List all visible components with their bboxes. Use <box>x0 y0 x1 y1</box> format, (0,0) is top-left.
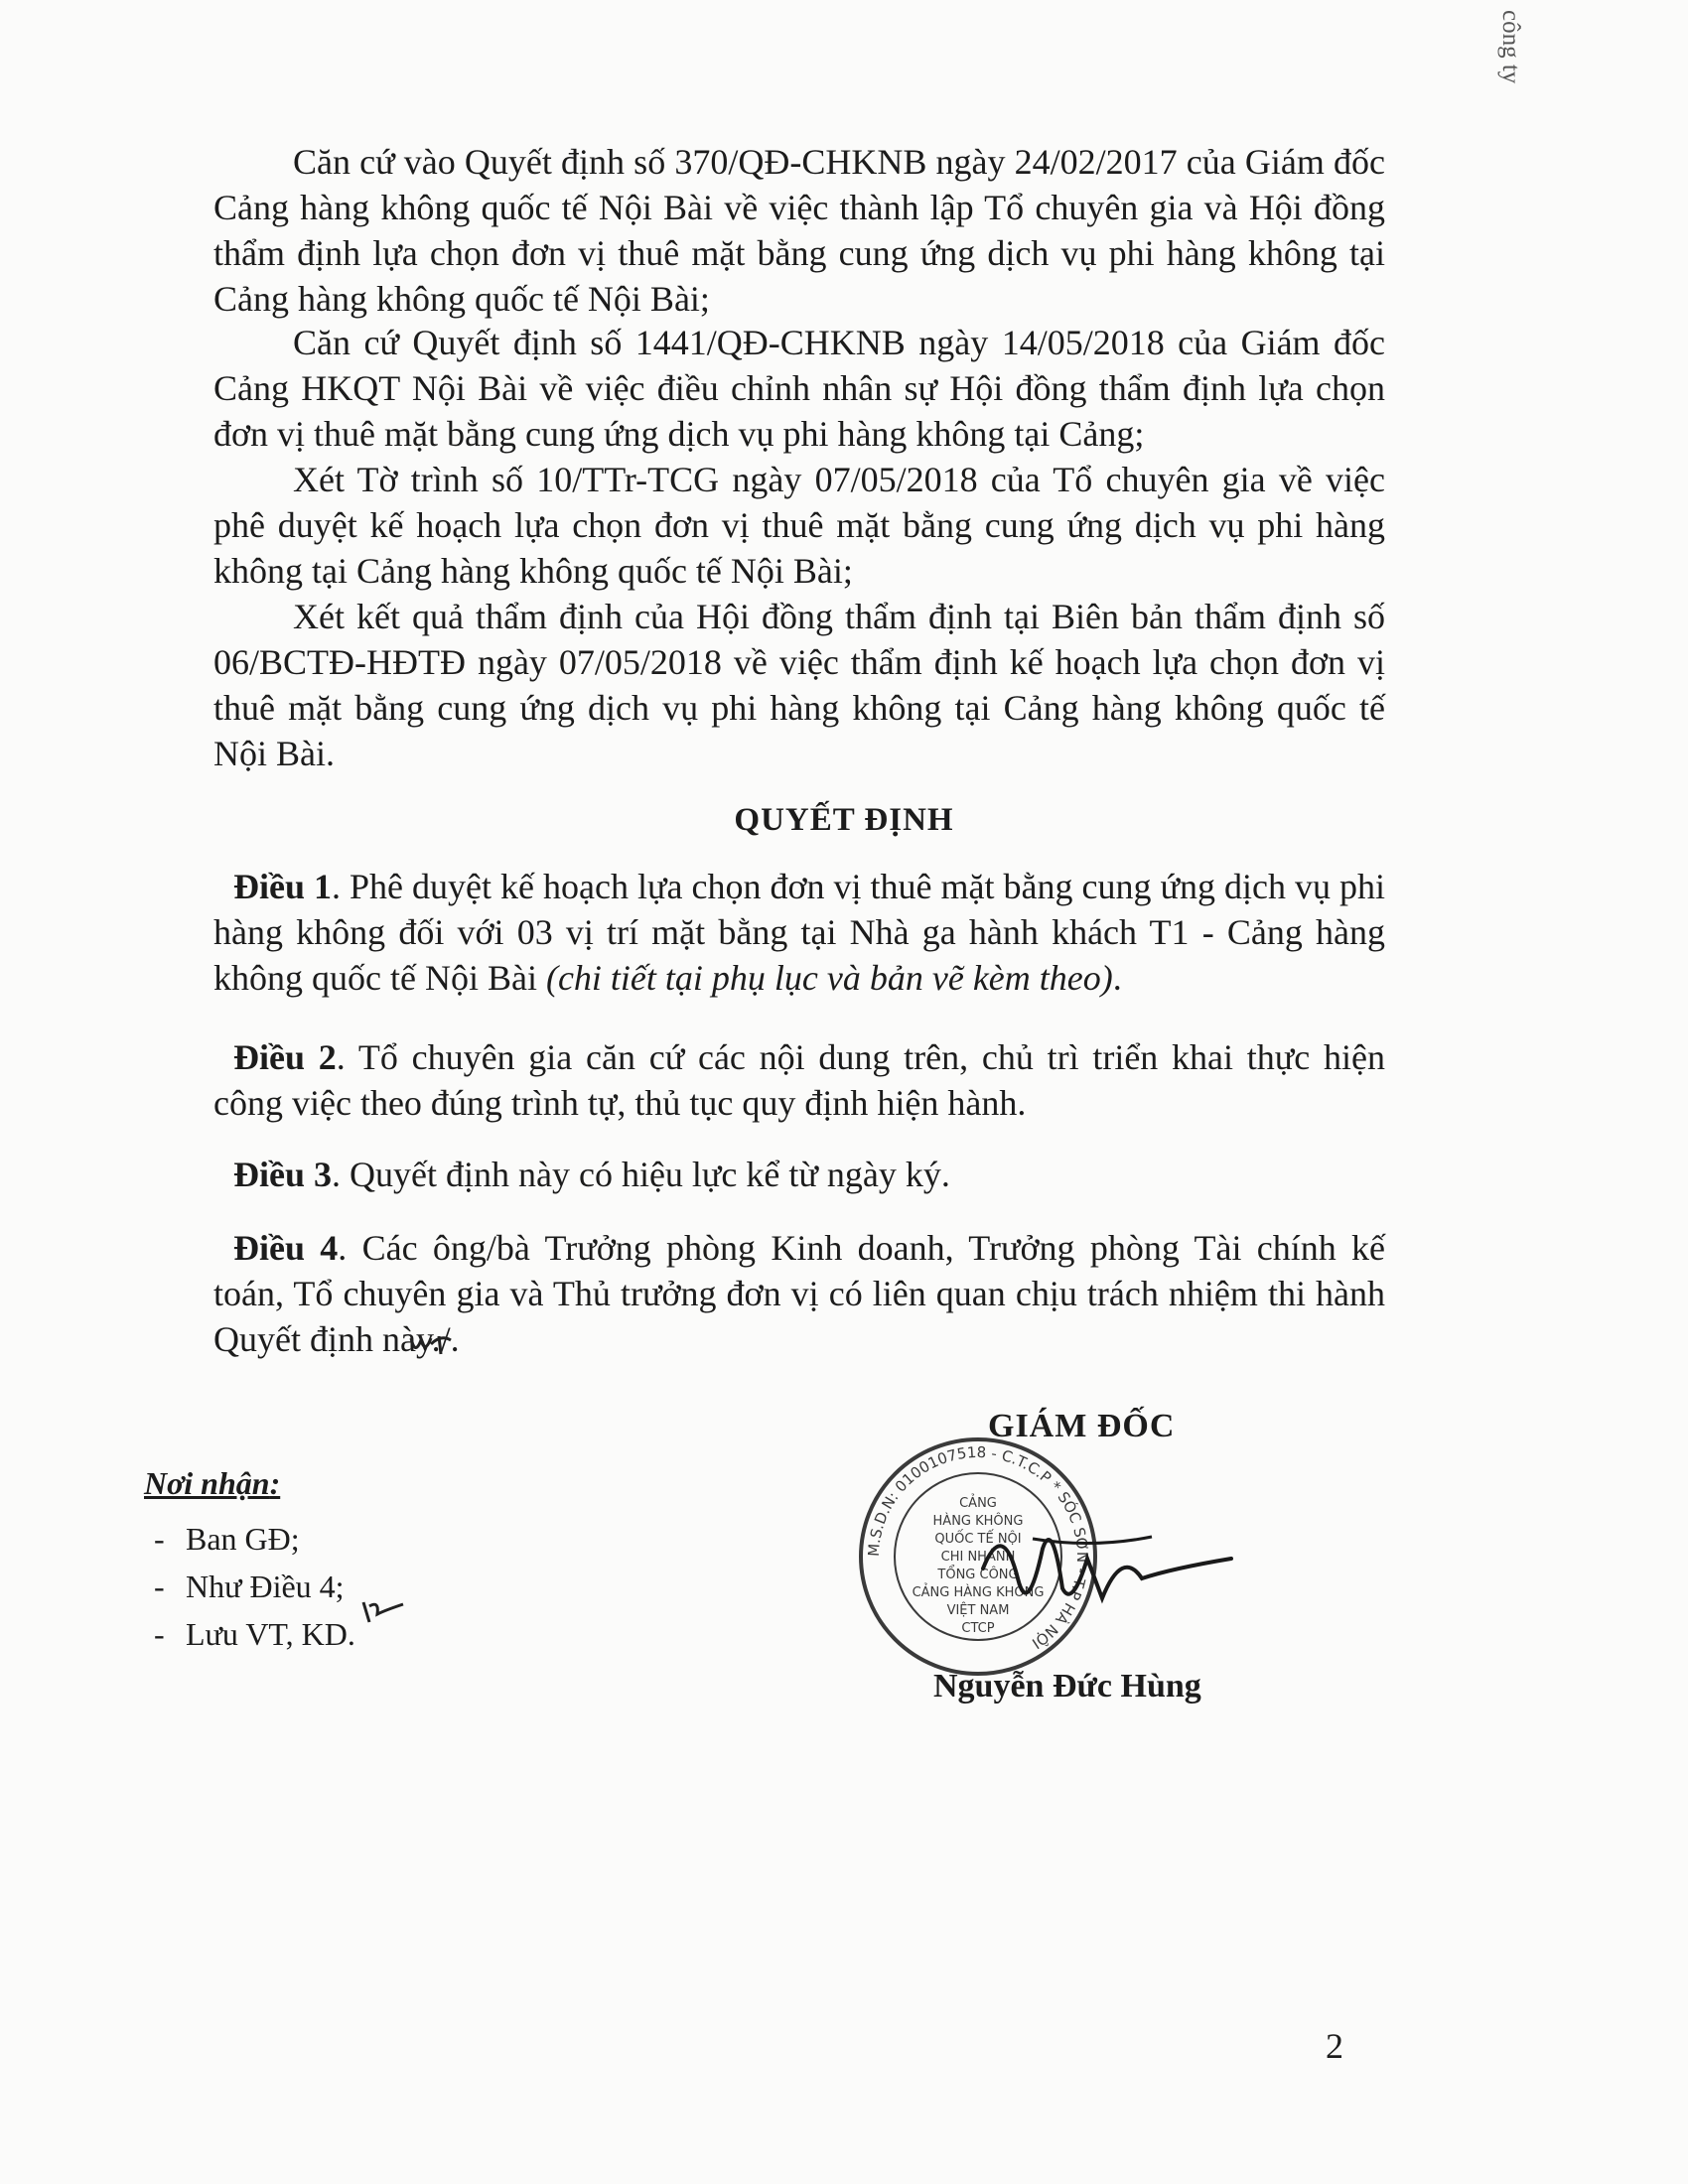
margin-note: công ty <box>1497 10 1524 84</box>
article-3-label: Điều 3 <box>233 1155 332 1194</box>
decision-heading: QUYẾT ĐỊNH <box>734 802 954 838</box>
seal-ring-text: M.S.D.N: 0100107518 - C.T.C.P * SÓC SƠN - T.P HÀ NỘI <box>864 1442 1092 1653</box>
article-4-text: . Các ông/bà Trưởng phòng Kinh doanh, Trưởng phòng Tài chính kế toán, Tổ chuyên gia và Thủ trưởng đơn vị có liên quan chịu trách nhiệm thi hành Quyết định này./. <box>213 1228 1385 1359</box>
recipient-item: - Như Điều 4; <box>144 1563 355 1610</box>
article-1-label: Điều 1 <box>233 867 333 906</box>
initials-mark <box>359 1596 409 1626</box>
article-3-text: . Quyết định này có hiệu lực kể từ ngày ký. <box>332 1155 950 1194</box>
preamble-paragraph-4: Xét kết quả thẩm định của Hội đồng thẩm định tại Biên bản thẩm định số 06/BCTĐ-HĐTĐ ngày 07/05/2018 về việc thẩm định kế hoạch lựa chọn đơn vị thuê mặt bằng cung ứng dịch vụ phi hàng không tại Cảng hàng không quốc tế Nội Bài. <box>213 597 1385 773</box>
recipients-colon: : <box>269 1465 281 1501</box>
initials-mark <box>407 1330 457 1360</box>
article-1-end: . <box>1112 958 1122 998</box>
article-1-note: (chi tiết tại phụ lục và bản vẽ kèm theo) <box>545 958 1113 998</box>
seal-line: CẢNG <box>959 1496 997 1511</box>
recipient-item: - Lưu VT, KD. <box>144 1610 355 1658</box>
article-3 <box>213 1152 1385 1197</box>
seal-line: VIỆT NAM <box>946 1603 1010 1618</box>
seal-line: CHI NHÁNH <box>940 1550 1016 1565</box>
recipient-item: - Ban GĐ; <box>144 1515 355 1563</box>
signer-name: Nguyễn Đức Hùng <box>933 1668 1201 1705</box>
article-4 <box>213 1225 1385 1362</box>
article-2-text: . Tổ chuyên gia căn cứ các nội dung trên, chủ trì triển khai thực hiện công việc theo đúng trình tự, thủ tục quy định hiện hành. <box>213 1037 1385 1123</box>
article-4-label: Điều 4 <box>233 1228 339 1268</box>
preamble-paragraph-1: Căn cứ vào Quyết định số 370/QĐ-CHKNB ngày 24/02/2017 của Giám đốc Cảng hàng không quốc tế Nội Bài về việc thành lập Tổ chuyên gia và Hội đồng thẩm định lựa chọn đơn vị thuê mặt bằng cung ứng dịch vụ phi hàng không tại Cảng hàng không quốc tế Nội Bài; <box>213 142 1385 319</box>
article-1-text: . Phê duyệt kế hoạch lựa chọn đơn vị thuê mặt bằng cung ứng dịch vụ phi hàng không đối với 03 vị trí mặt bằng tại Nhà ga hành khách T1 - Cảng hàng không quốc tế Nội Bài <box>213 867 1386 998</box>
seal-line: QUỐC TẾ NỘI <box>934 1532 1022 1547</box>
seal-line: CTCP <box>961 1621 995 1636</box>
article-1 <box>213 864 1385 1001</box>
seal-line: HÀNG KHÔNG <box>932 1514 1024 1529</box>
preamble-paragraph-2: Căn cứ Quyết định số 1441/QĐ-CHKNB ngày 14/05/2018 của Giám đốc Cảng HKQT Nội Bài về việc điều chỉnh nhân sự Hội đồng thẩm định lựa chọn đơn vị thuê mặt bằng cung ứng dịch vụ phi hàng không tại Cảng; <box>213 323 1385 454</box>
recipients-block <box>144 1459 355 1658</box>
article-2 <box>213 1034 1385 1126</box>
page-number: 2 <box>1326 2026 1343 2066</box>
seal-line: TỔNG CÔNG <box>937 1568 1019 1582</box>
signature-title: GIÁM ĐỐC <box>988 1408 1176 1444</box>
preamble-paragraph-3: Xét Tờ trình số 10/TTr-TCG ngày 07/05/2018 của Tổ chuyên gia về việc phê duyệt kế hoạch lựa chọn đơn vị thuê mặt bằng cung ứng dịch vụ phi hàng không tại Cảng hàng không quốc tế Nội Bài; <box>213 460 1385 591</box>
signature-mark <box>973 1509 1241 1628</box>
seal-line: CẢNG HÀNG KHÔNG <box>912 1585 1045 1600</box>
article-2-label: Điều 2 <box>233 1037 337 1077</box>
recipients-title: Nơi nhận <box>144 1465 270 1501</box>
